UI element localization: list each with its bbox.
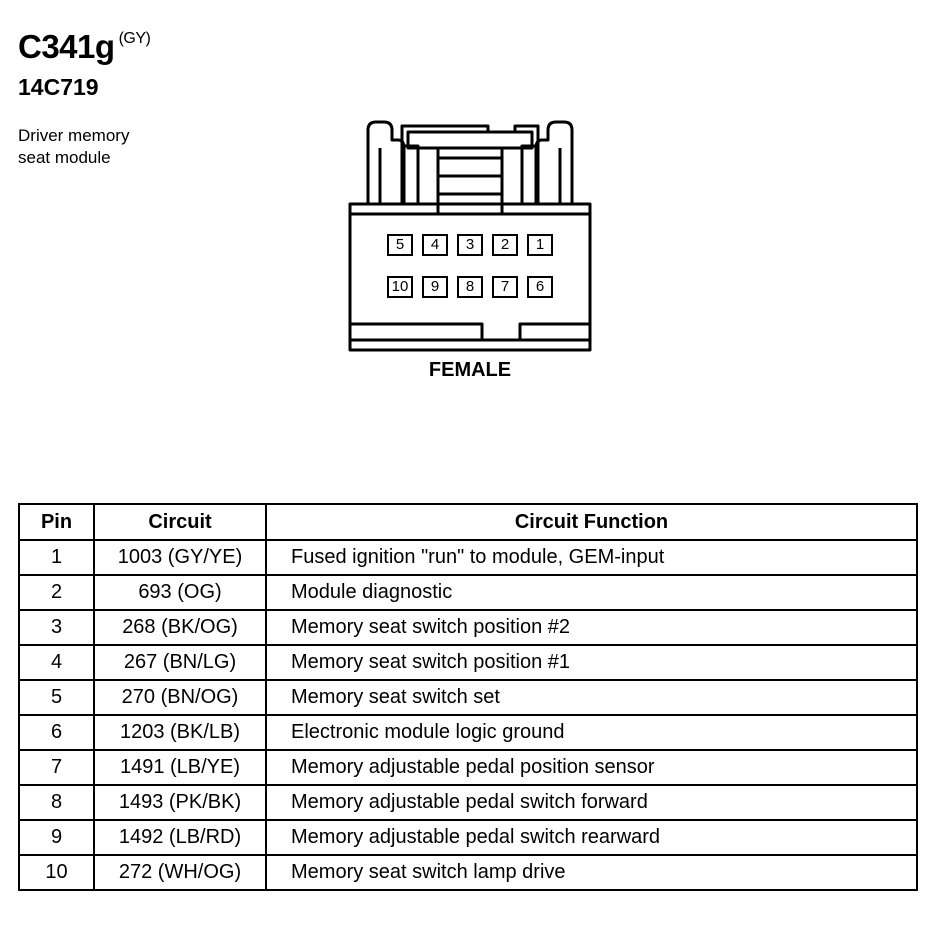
cavity: 3 [457,234,483,256]
cavity: 5 [387,234,413,256]
cavity: 6 [527,276,553,298]
circuit-cell: 693 (OG) [94,575,266,610]
table-row [19,785,917,820]
function-cell: Memory adjustable pedal switch forward [266,785,917,820]
header-circuit: Circuit [94,504,266,540]
circuit-cell: 1493 (PK/BK) [94,785,266,820]
connector-title [18,28,150,66]
header-circuit-function: Circuit Function [266,504,917,540]
cavity: 7 [492,276,518,298]
function-cell: Memory seat switch lamp drive [266,855,917,890]
table-row [19,575,917,610]
function-cell: Fused ignition "run" to module, GEM-input [266,540,917,575]
function-cell: Memory adjustable pedal position sensor [266,750,917,785]
connector-gender-label: FEMALE [428,359,512,381]
table-row [19,540,917,575]
table-row [19,855,917,890]
cavity: 1 [527,234,553,256]
pin-cell: 10 [19,855,94,890]
circuit-cell: 267 (BN/LG) [94,645,266,680]
cavity: 2 [492,234,518,256]
function-cell: Memory seat switch position #2 [266,610,917,645]
table-row [19,680,917,715]
function-cell: Memory seat switch position #1 [266,645,917,680]
pinout-table [18,503,918,891]
pin-cell: 7 [19,750,94,785]
description-line-2: seat module [18,148,111,167]
table-row [19,820,917,855]
circuit-cell: 272 (WH/OG) [94,855,266,890]
pin-cell: 9 [19,820,94,855]
function-cell: Module diagnostic [266,575,917,610]
pin-cell: 4 [19,645,94,680]
circuit-cell: 1492 (LB/RD) [94,820,266,855]
circuit-cell: 268 (BK/OG) [94,610,266,645]
circuit-cell: 270 (BN/OG) [94,680,266,715]
connector-description [18,125,198,169]
cavity: 4 [422,234,448,256]
pin-cell: 2 [19,575,94,610]
pin-cell: 3 [19,610,94,645]
header-pin: Pin [19,504,94,540]
pin-cell: 1 [19,540,94,575]
connector-id: C341g [18,28,115,65]
table-row [19,750,917,785]
circuit-cell: 1491 (LB/YE) [94,750,266,785]
table-row [19,610,917,645]
pin-cell: 6 [19,715,94,750]
connector-color-code: (GY) [118,30,151,47]
pin-cell: 8 [19,785,94,820]
cavity: 9 [422,276,448,298]
part-number: 14C719 [18,74,99,100]
table-row [19,715,917,750]
cavity: 10 [387,276,413,298]
circuit-cell: 1003 (GY/YE) [94,540,266,575]
table-row [19,645,917,680]
function-cell: Memory seat switch set [266,680,917,715]
table-header-row [19,504,917,540]
circuit-cell: 1203 (BK/LB) [94,715,266,750]
description-line-1: Driver memory [18,126,130,145]
function-cell: Electronic module logic ground [266,715,917,750]
pin-cell: 5 [19,680,94,715]
cavity: 8 [457,276,483,298]
function-cell: Memory adjustable pedal switch rearward [266,820,917,855]
